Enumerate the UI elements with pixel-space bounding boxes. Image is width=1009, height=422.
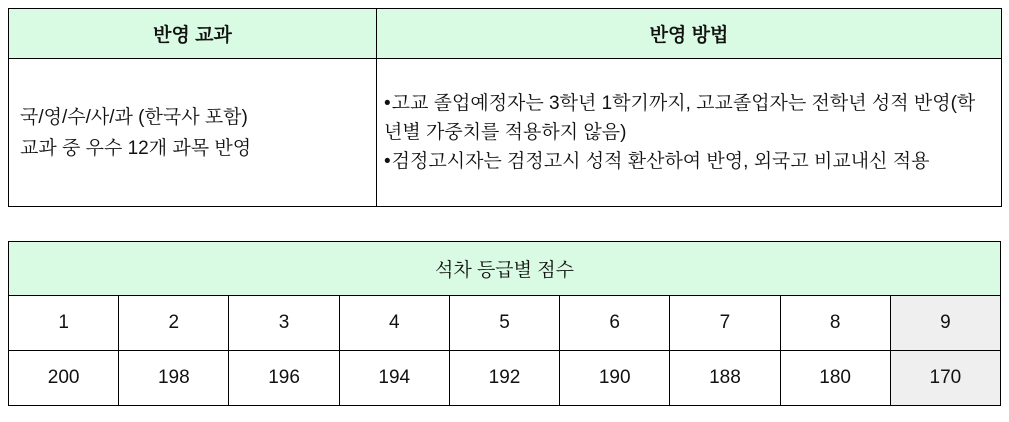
subjects-cell <box>9 59 377 207</box>
score-cell-5: 192 <box>449 351 559 406</box>
score-cell-6: 190 <box>560 351 670 406</box>
score-cell-1: 200 <box>9 351 119 406</box>
reflection-table <box>8 8 1002 207</box>
grade-cell-7: 7 <box>670 296 780 351</box>
method-cell <box>377 59 1002 207</box>
score-cell-7: 188 <box>670 351 780 406</box>
table-gap <box>8 207 1001 241</box>
grade-cell-3: 3 <box>229 296 339 351</box>
score-cell-2: 198 <box>119 351 229 406</box>
score-cell-8: 180 <box>780 351 890 406</box>
score-row <box>9 351 1001 406</box>
method-bullet-1-text: 고교 졸업예정자는 3학년 1학기까지, 고교졸업자는 전학년 성적 반영(학년별 가중치를 적용하지 않음) <box>384 93 976 143</box>
score-cell-3: 196 <box>229 351 339 406</box>
reflection-header-row <box>9 9 1002 59</box>
grade-row <box>9 296 1001 351</box>
grade-table-title-row <box>9 242 1001 296</box>
grade-cell-5: 5 <box>449 296 559 351</box>
grade-score-table <box>8 241 1001 406</box>
score-cell-9: 170 <box>890 351 1000 406</box>
grade-cell-2: 2 <box>119 296 229 351</box>
header-cell-method: 반영 방법 <box>377 9 1002 59</box>
grade-table-title: 석차 등급별 점수 <box>9 242 1001 296</box>
method-bullet-2 <box>384 147 992 176</box>
grade-cell-6: 6 <box>560 296 670 351</box>
grade-cell-8: 8 <box>780 296 890 351</box>
grade-cell-1: 1 <box>9 296 119 351</box>
score-cell-4: 194 <box>339 351 449 406</box>
bullet-marker: • <box>384 93 391 114</box>
grade-cell-4: 4 <box>339 296 449 351</box>
header-cell-subjects: 반영 교과 <box>9 9 377 59</box>
subjects-line-2: 교과 중 우수 12개 과목 반영 <box>20 137 252 159</box>
method-bullet-2-text: 검정고시자는 검정고시 성적 환산하여 반영, 외국고 비교내신 적용 <box>391 151 930 172</box>
grade-cell-9: 9 <box>890 296 1000 351</box>
reflection-body-row <box>9 59 1002 207</box>
bullet-marker: • <box>384 151 391 172</box>
subjects-line-1: 국/영/수/사/과 (한국사 포함) <box>20 106 248 128</box>
method-bullet-1 <box>384 89 992 147</box>
